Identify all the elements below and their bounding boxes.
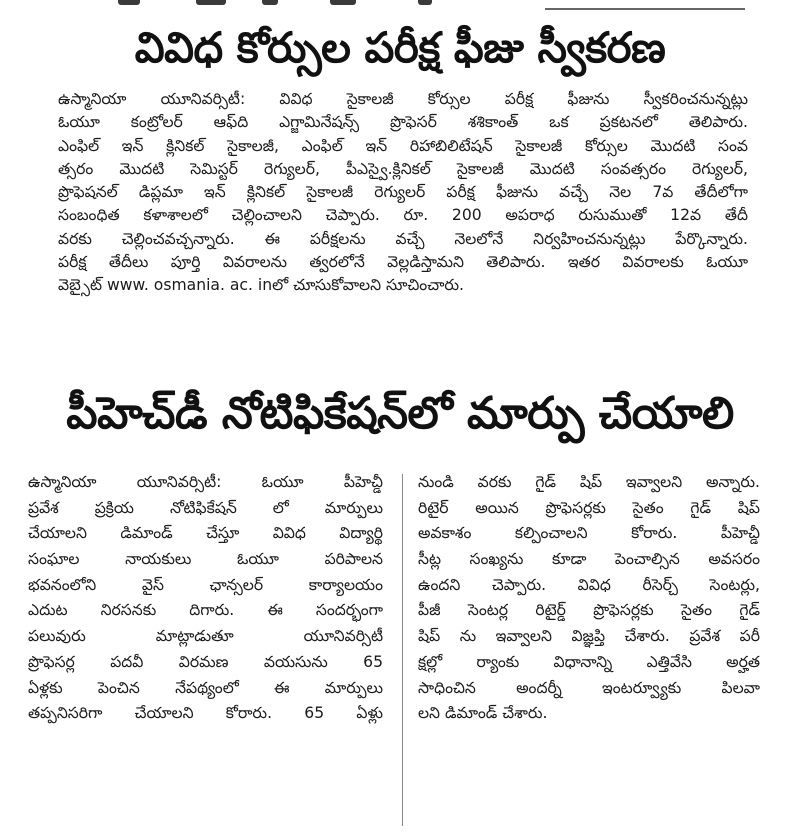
article-2-line: ప్రవేశ ప్రక్రియ నోటిఫికేషన్ లో మార్పులు bbox=[28, 498, 383, 517]
article-1-line: వరకు చెల్లించవచ్చన్నారు. ఈ పరీక్షలను వచ్చే నెలలోనే నిర్వహించనున్నట్లు పేర్కొన్నారు. bbox=[58, 229, 748, 248]
article-2-line: భవనంలోని వైస్ ఛాన్సలర్ కార్యాలయం bbox=[28, 575, 383, 594]
clipped-previous-headline bbox=[0, 0, 800, 12]
article-2-line: సాధించిన అందర్నీ ఇంటర్వ్యూకు పిలవా bbox=[418, 678, 760, 697]
article-2-line: సంఘాల నాయకులు ఓయూ పరిపాలన bbox=[28, 550, 383, 569]
article-2-line: ఉస్మానియా యూనివర్సిటీ: ఓయూ పీహెచ్డీ bbox=[28, 473, 383, 491]
article-1-body bbox=[58, 88, 748, 298]
article-1-line: ఓయూ కంట్రోలర్ ఆఫ్‌ది ఎగ్జామినేషన్స్ ప్రొఫెసర్ శశికాంత్ ఒక ప్రకటనలో తెలిపారు. bbox=[58, 113, 748, 132]
article-2-line: క్షల్లో ర్యాంకు విధానాన్ని ఎత్తివేసి అర్హత bbox=[418, 652, 760, 671]
article-1-headline: వివిధ కోర్సుల పరీక్ష ఫీజు స్వీకరణ bbox=[134, 23, 666, 72]
article-2-left-column bbox=[28, 470, 383, 727]
article-2-headline: పీహెచ్‌డీ నోటిఫికేషన్‌లో మార్పు చేయాలి bbox=[66, 388, 734, 439]
article-2-line: పలువురు మాట్లాడుతూ యూనివర్సిటీ bbox=[28, 627, 383, 646]
article-2-right-column bbox=[418, 470, 760, 727]
article-2-line: షిప్ ను ఇవ్వాలని విజ్ఞప్తి చేశారు. ప్రవేశ పరీ bbox=[418, 627, 760, 646]
article-2-line: సీట్ల సంఖ్యను కూడా పెంచాల్సిన అవసరం bbox=[418, 550, 760, 569]
article-2-line: లని డిమాండ్ చేశారు. bbox=[418, 704, 548, 723]
article-1-line: ఉస్మానియా యూనివర్సిటీ: వివిధ సైకాలజీ కోర్సుల పరీక్ష ఫీజును స్వీకరించనున్నట్లు bbox=[58, 90, 748, 108]
article-2-line: ప్రొఫెసర్ల పదవీ విరమణ వయసును 65 bbox=[28, 652, 383, 671]
article-1-line: ప్రొఫెషనల్ డిప్లమా ఇన్ క్లినికల్ సైకాలజీ రెగ్యులర్ పరీక్ష ఫీజును వచ్చే నెల 7వ తేదీలోగా bbox=[58, 183, 748, 202]
article-1-line: పరీక్ష తేదీలు పూర్తి వివరాలను త్వరలోనే వెల్లడిస్తామని తెలిపారు. ఇతర వివరాలకు ఓయూ bbox=[58, 253, 748, 272]
column-divider bbox=[402, 474, 403, 826]
article-2-line: చేయాలని డిమాండ్ చేస్తూ వివిధ విద్యార్థి bbox=[28, 524, 383, 543]
article-2-line: అవకాశం కల్పించాలని కోరారు. పీహెచ్డీ bbox=[418, 524, 760, 543]
article-2-line: ఏళ్లకు పెంచిన నేపథ్యంలో ఈ మార్పులు bbox=[28, 678, 383, 697]
article-1-line: ఎంఫిల్ ఇన్ క్లినికల్ సైకాలజీ, ఎంఫిల్ ఇన్ రిహాబిలిటేషన్ సైకాలజీ కోర్సుల మొదటి సంవ bbox=[58, 136, 748, 155]
article-2-body bbox=[0, 458, 800, 840]
article-2-line: తప్పనిసరిగా చేయాలని కోరారు. 65 ఏళ్లు bbox=[28, 704, 383, 723]
article-2-line: ఉందని చెప్పారు. వివిధ రీసెర్చ్ సెంటర్లు, bbox=[418, 575, 760, 594]
article-1-line: వెబ్సైట్ www. osmania. ac. inలో చూసుకోవాలని సూచించారు. bbox=[58, 276, 465, 295]
article-1-line: సంబంధిత కళాశాలలో చెల్లించాలని చెప్పారు. రూ. 200 అపరాధ రుసుముతో 12వ తేదీ bbox=[58, 206, 748, 225]
article-2-line: రిటైర్ అయిన ప్రొఫెసర్లకు సైతం గైడ్ షిప్ bbox=[418, 498, 760, 517]
article-1-line: త్సరం మొదటి సెమిస్టర్ రెగ్యులర్, పీఎస్వై.క్లినికల్ సైకాలజీ మొదటి సంవత్సరం రెగ్యులర్, bbox=[58, 159, 748, 178]
article-2-line: నుండి వరకు గైడ్ షిప్ ఇవ్వాలని అన్నారు. bbox=[418, 473, 760, 491]
article-2-line: పీజీ సెంటర్ల రిటైర్డ్ ప్రొఫెసర్లకు సైతం గైడ్ bbox=[418, 601, 760, 620]
article-2-line: ఎదుట నిరసనకు దిగారు. ఈ సందర్భంగా bbox=[28, 601, 383, 620]
top-divider-rule bbox=[545, 8, 745, 10]
